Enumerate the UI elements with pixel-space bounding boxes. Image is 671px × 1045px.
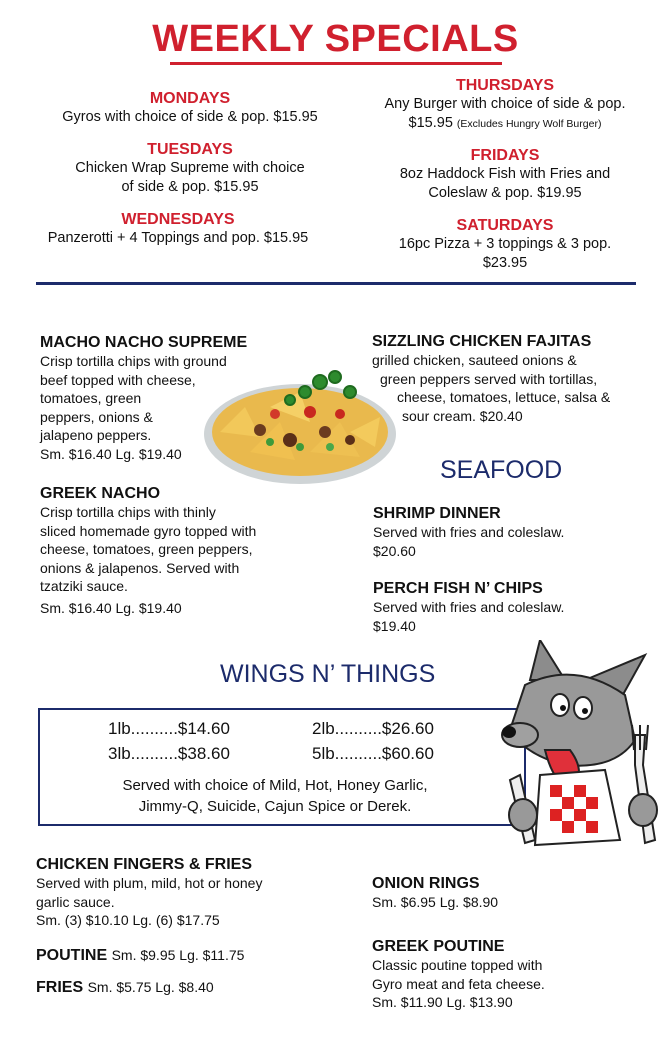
chicken-fingers-line1: Served with plum, mild, hot or honey [36, 875, 263, 891]
wolf-mascot-image [495, 640, 665, 850]
chicken-fingers-price: Sm. (3) $10.10 Lg. (6) $17.75 [36, 912, 220, 928]
onion-rings-price: Sm. $6.95 Lg. $8.90 [372, 894, 499, 910]
wings-sauces-line1: Served with choice of Mild, Hot, Honey Garlic, [122, 777, 428, 794]
greek-poutine-price: Sm. $11.90 Lg. $13.90 [372, 994, 513, 1010]
greek-nacho-line: Crisp tortilla chips with thinly [40, 504, 216, 520]
fries-item [36, 978, 214, 997]
macho-nacho-name: MACHO NACHO SUPREME [40, 334, 248, 351]
wings-sauces [60, 775, 490, 817]
fries-name: FRIES [36, 979, 84, 996]
greek-poutine-line2: Gyro meat and feta cheese. [372, 975, 545, 992]
section-divider [36, 282, 636, 285]
wings-heading: WINGS N’ THINGS [220, 660, 436, 688]
saturday-special [345, 217, 665, 273]
perch-name: PERCH FISH N’ CHIPS [373, 580, 543, 597]
poutine-item [36, 946, 244, 965]
macho-nacho-price: Sm. $16.40 Lg. $19.40 [40, 445, 182, 462]
fajitas-name: SIZZLING CHICKEN FAJITAS [372, 333, 592, 350]
fajitas-line: sour cream. $20.40 [402, 407, 523, 424]
wednesday-text: Panzerotti + 4 Toppings and pop. $15.95 [47, 230, 309, 246]
monday-special [20, 90, 360, 127]
thursday-note: (Excludes Hungry Wolf Burger) [456, 118, 602, 130]
fajitas-item [372, 333, 662, 425]
saturday-line1: 16pc Pizza + 3 toppings & 3 pop. [398, 236, 612, 252]
perch-item [373, 580, 564, 635]
onion-rings-item [372, 875, 498, 912]
onion-rings-name: ONION RINGS [372, 875, 480, 892]
nachos-plate-image [200, 352, 400, 492]
perch-line2: $19.40 [373, 617, 416, 634]
wings-price-5lb: 5lb..........$60.60 [312, 744, 434, 763]
wings-price-3lb: 3lb..........$38.60 [108, 744, 230, 763]
friday-line2: Coleslaw & pop. $19.95 [428, 185, 582, 201]
shrimp-item [373, 505, 564, 560]
thursday-line1: Any Burger with choice of side & pop. [384, 96, 626, 112]
title-underline [170, 62, 502, 65]
thursday-line2: $15.95 [408, 115, 453, 131]
shrimp-name: SHRIMP DINNER [373, 505, 501, 522]
tuesday-line1: Chicken Wrap Supreme with choice [75, 160, 305, 176]
saturday-line2: $23.95 [482, 255, 528, 271]
greek-poutine-name: GREEK POUTINE [372, 938, 505, 955]
greek-nacho-line: sliced homemade gyro topped with [40, 522, 257, 539]
friday-line1: 8oz Haddock Fish with Fries and [399, 166, 611, 182]
saturday-label: SATURDAYS [456, 217, 554, 234]
wings-price-1lb: 1lb..........$14.60 [108, 719, 230, 738]
shrimp-line2: $20.60 [373, 542, 416, 559]
perch-line1: Served with fries and coleslaw. [373, 599, 565, 615]
fajitas-line: grilled chicken, sauteed onions & [372, 352, 577, 368]
greek-poutine-line1: Classic poutine topped with [372, 957, 543, 973]
macho-nacho-line: beef topped with cheese, [40, 371, 196, 388]
wings-price-2lb: 2lb..........$26.60 [312, 719, 434, 738]
poutine-name: POUTINE [36, 947, 108, 964]
chicken-fingers-name: CHICKEN FINGERS & FRIES [36, 856, 253, 873]
macho-nacho-line: jalapeno peppers. [40, 427, 152, 443]
wednesday-special [8, 211, 348, 248]
wings-sauces-line2: Jimmy-Q, Suicide, Cajun Spice or Derek. [138, 798, 412, 815]
greek-nacho-item [40, 485, 256, 617]
page-title: WEEKLY SPECIALS [152, 18, 519, 60]
greek-nacho-line: tzatziki sauce. [40, 578, 128, 594]
macho-nacho-line: Crisp tortilla chips with ground [40, 353, 227, 369]
greek-poutine-item [372, 938, 545, 1012]
tuesday-label: TUESDAYS [147, 141, 233, 158]
shrimp-line1: Served with fries and coleslaw. [373, 524, 565, 540]
tuesday-special [20, 141, 360, 197]
friday-special [345, 147, 665, 203]
chicken-fingers-line2: garlic sauce. [36, 893, 115, 910]
thursday-label: THURSDAYS [455, 77, 555, 94]
seafood-heading: SEAFOOD [440, 456, 563, 484]
fries-price: Sm. $5.75 Lg. $8.40 [87, 979, 214, 995]
poutine-price: Sm. $9.95 Lg. $11.75 [111, 947, 245, 963]
tuesday-line2: of side & pop. $15.95 [121, 179, 259, 195]
macho-nacho-line: tomatoes, green [40, 390, 142, 406]
thursday-special [345, 77, 665, 134]
fajitas-line: cheese, tomatoes, lettuce, salsa & [397, 389, 611, 405]
chicken-fingers-item [36, 856, 262, 930]
greek-nacho-line: onions & jalapenos. Served with [40, 559, 240, 576]
monday-label: MONDAYS [149, 90, 231, 107]
macho-nacho-line: peppers, onions & [40, 408, 153, 425]
greek-nacho-name: GREEK NACHO [40, 485, 161, 502]
greek-nacho-price: Sm. $16.40 Lg. $19.40 [40, 599, 182, 616]
greek-nacho-line: cheese, tomatoes, green peppers, [40, 541, 253, 557]
fajitas-line: green peppers served with tortillas, [380, 370, 598, 387]
monday-text: Gyros with choice of side & pop. $15.95 [62, 109, 318, 125]
friday-label: FRIDAYS [470, 147, 540, 164]
wednesday-label: WEDNESDAYS [121, 211, 235, 228]
